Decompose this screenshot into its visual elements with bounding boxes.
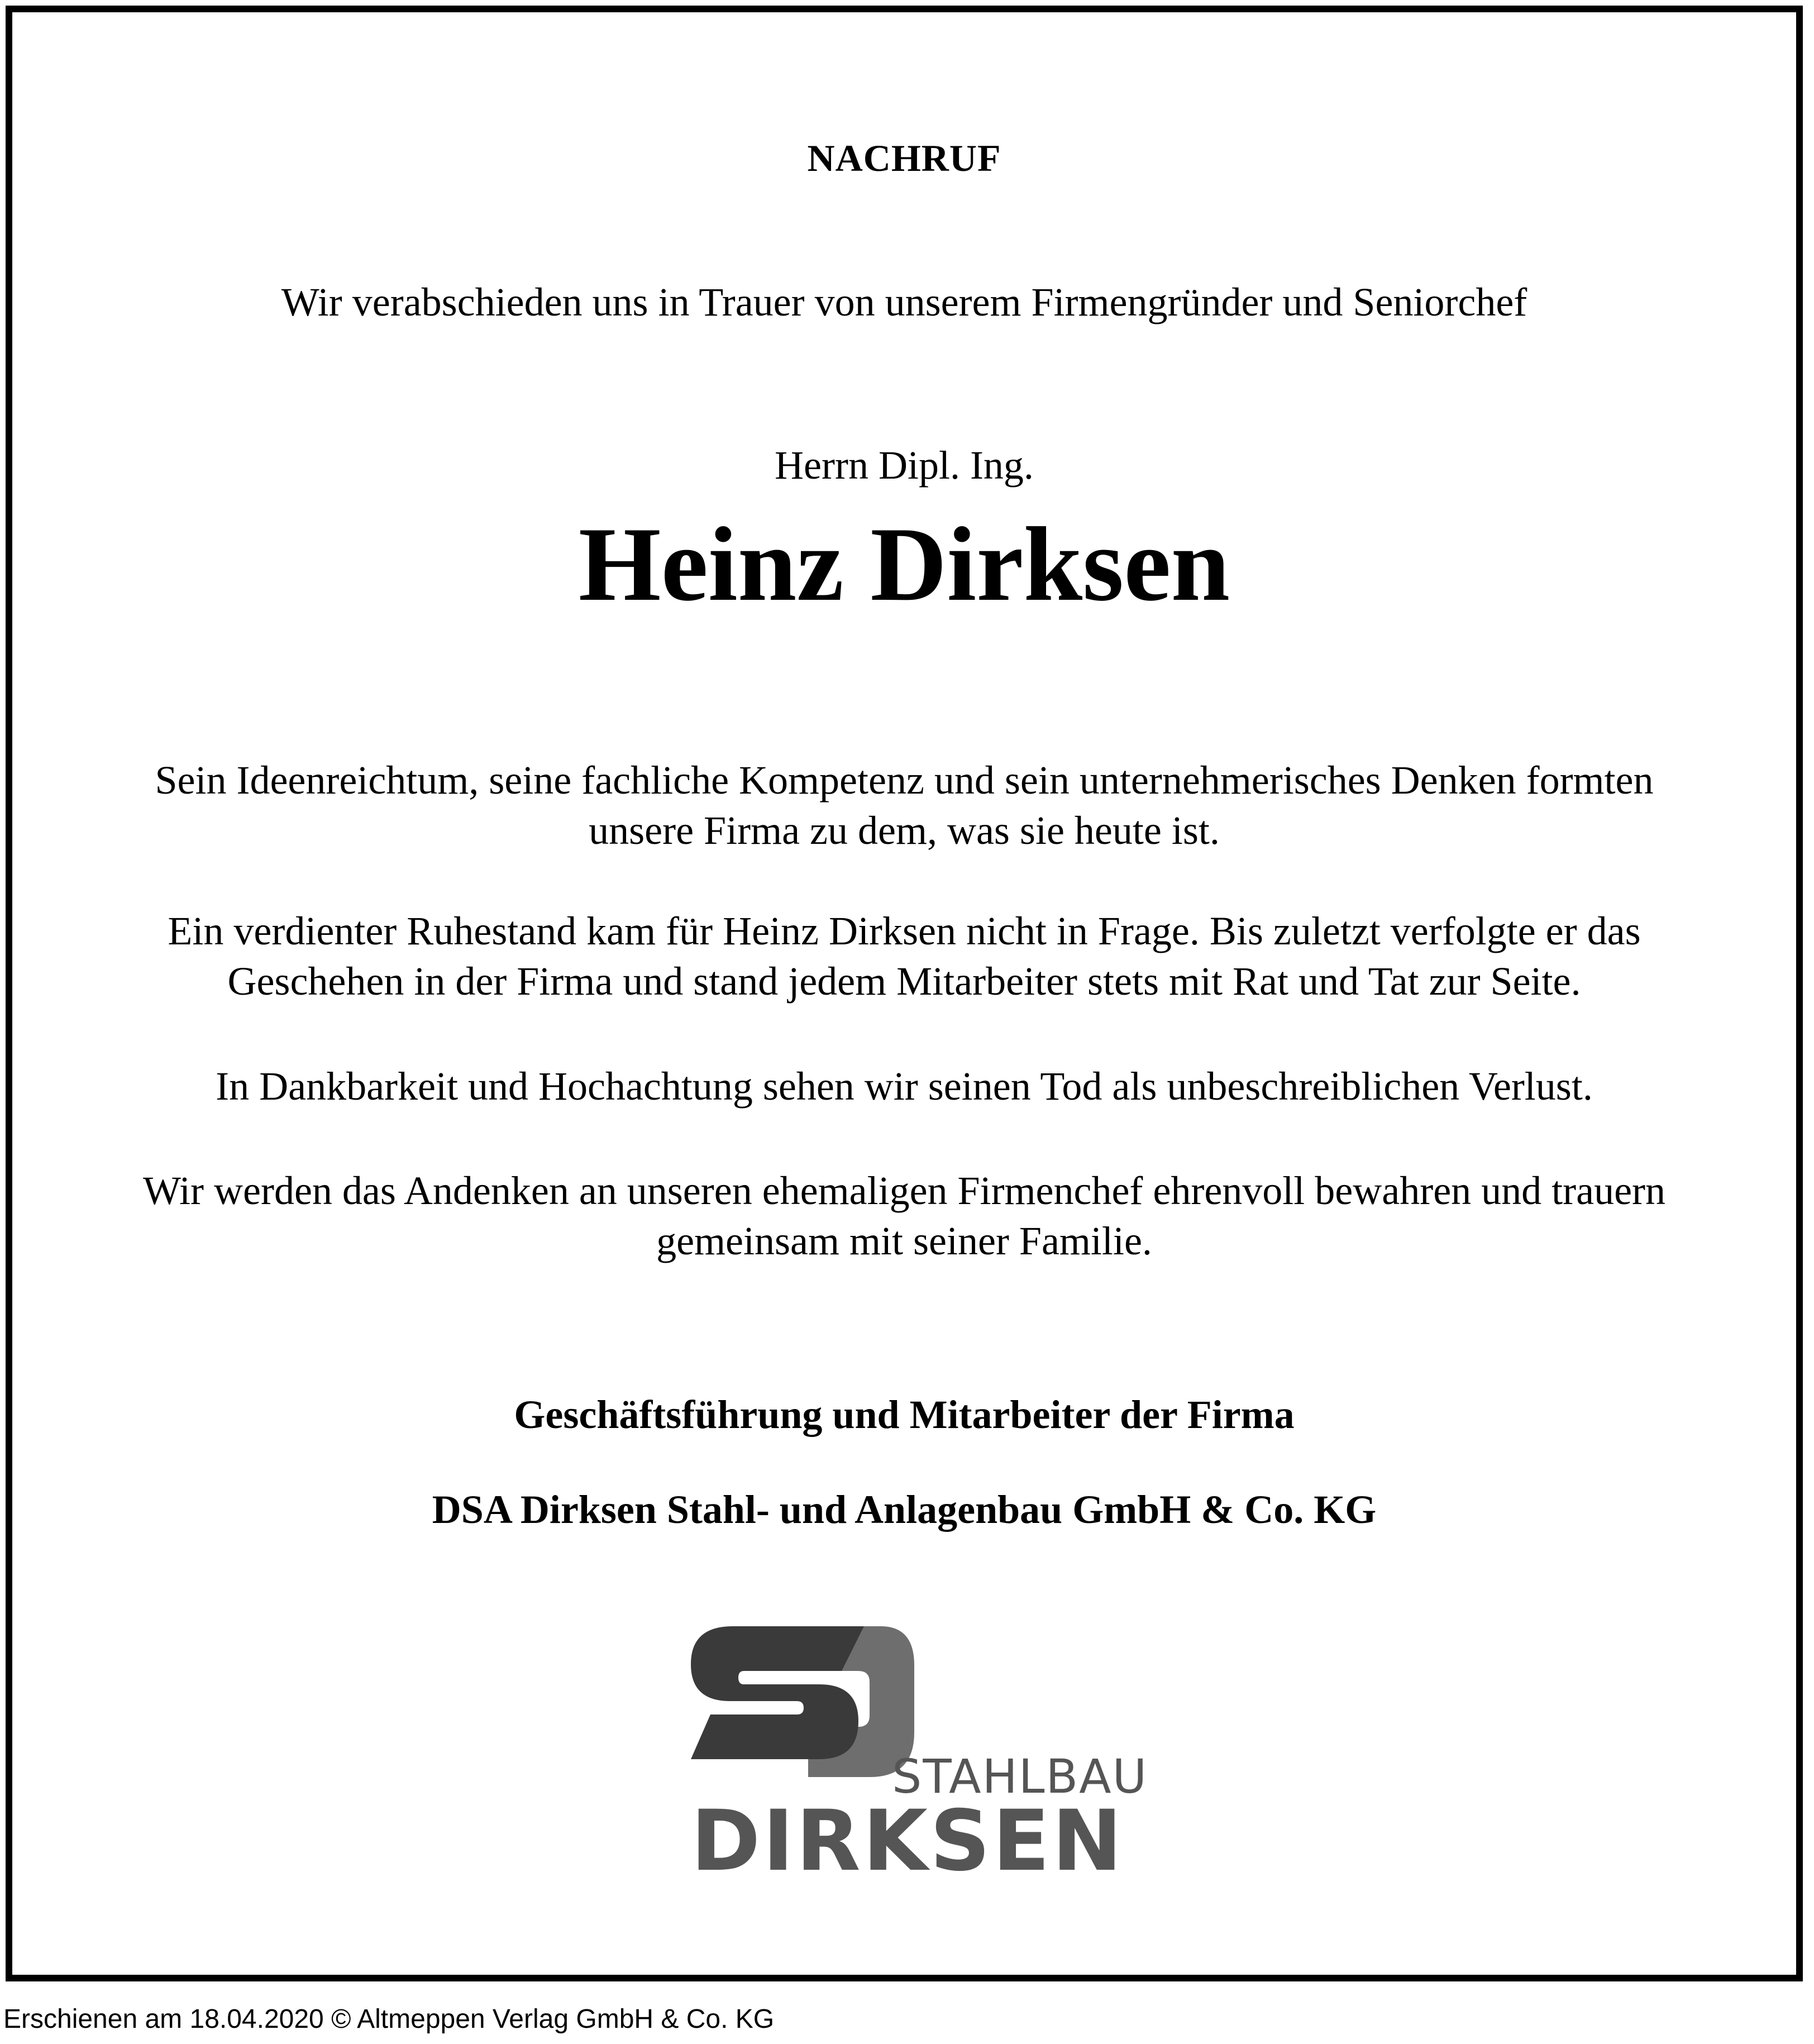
paragraph-1-line-1: Sein Ideenreichtum, seine fachliche Kompetenz und sein unternehmerisches Denken formten (155, 758, 1654, 803)
paragraph-1-line-2: unsere Firma zu dem, was sie heute ist. (589, 808, 1220, 853)
paragraph-3-line-1: In Dankbarkeit und Hochachtung sehen wir seinen Tod als unbeschreiblichen Verlust. (216, 1064, 1593, 1109)
logo-bottom-text: DIRKSEN (691, 1793, 1125, 1890)
publication-footer: Erschienen am 18.04.2020 © Altmeppen Verlag GmbH & Co. KG (3, 2004, 775, 2034)
paragraph-1 (12, 755, 1796, 856)
company-logo (680, 1615, 1154, 1889)
logo-s-shape (691, 1626, 864, 1759)
heading: NACHRUF (807, 137, 1001, 179)
honorific: Herrn Dipl. Ing. (775, 443, 1034, 488)
obituary-frame (6, 6, 1803, 1981)
signature-line-1: Geschäftsführung und Mitarbeiter der Firma (514, 1392, 1295, 1437)
paragraph-2 (12, 906, 1796, 1006)
intro-text: Wir verabschieden uns in Trauer von unserem Firmengründer und Seniorchef (281, 280, 1527, 324)
logo-top-text: STAHLBAU (892, 1749, 1148, 1804)
paragraph-4-line-1: Wir werden das Andenken an unseren ehemaligen Firmenchef ehrenvoll bewahren und trauern (142, 1168, 1666, 1213)
paragraph-3 (12, 1061, 1796, 1111)
paragraph-2-line-2: Geschehen in der Firma und stand jedem Mitarbeiter stets mit Rat und Tat zur Seite. (227, 959, 1581, 1004)
deceased-name: Heinz Dirksen (578, 506, 1230, 623)
paragraph-4 (12, 1166, 1796, 1266)
paragraph-2-line-1: Ein verdienter Ruhestand kam für Heinz Dirksen nicht in Frage. Bis zuletzt verfolgte er das (168, 909, 1641, 953)
paragraph-4-line-2: gemeinsam mit seiner Familie. (656, 1219, 1152, 1263)
signature-line-2: DSA Dirksen Stahl- und Anlagenbau GmbH & Co. KG (432, 1487, 1377, 1532)
